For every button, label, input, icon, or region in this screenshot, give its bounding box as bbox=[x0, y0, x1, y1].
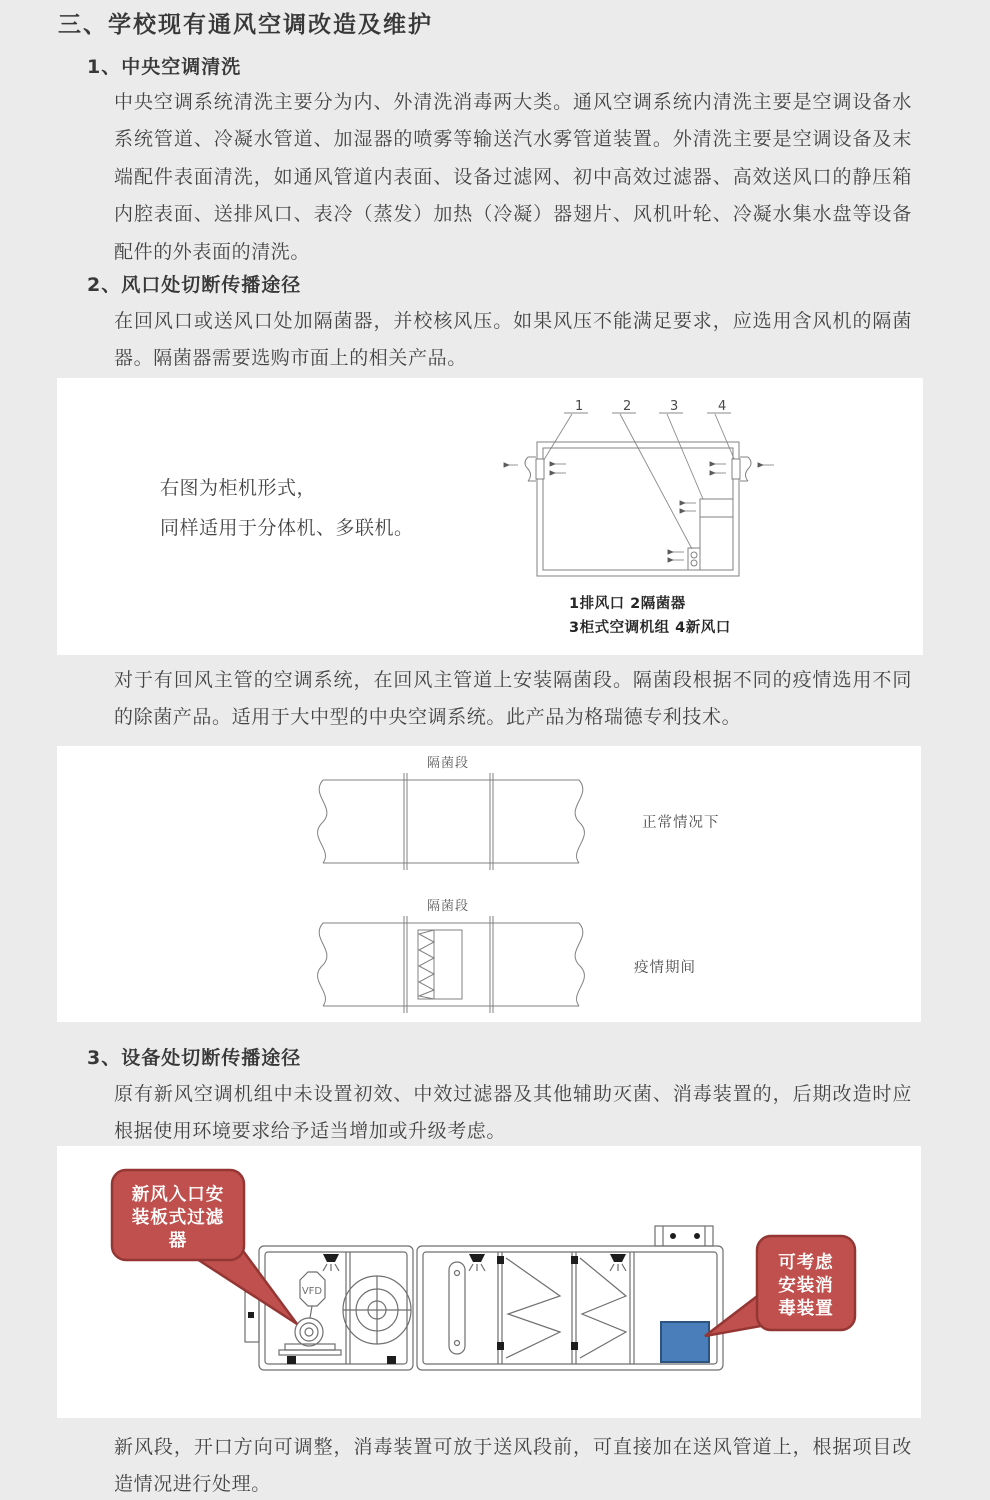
left-callout-line2: 装板式过滤 bbox=[131, 1208, 225, 1228]
disinfection-device bbox=[661, 1322, 709, 1362]
left-callout-line1: 新风入口安 bbox=[131, 1185, 225, 1205]
marker-1-label: 1 bbox=[575, 399, 584, 414]
figure1-caption-line2: 3柜式空调机组 4新风口 bbox=[569, 620, 731, 636]
section-3-heading: 3、设备处切断传播途径 bbox=[87, 1047, 302, 1069]
ahu-top-vent bbox=[655, 1226, 713, 1246]
section-3-paragraph-2: 新风段，开口方向可调整，消毒装置可放于送风段前，可直接加在送风管道上，根据项目改造情况进行处理。 bbox=[114, 1436, 912, 1496]
ahu-fan-section bbox=[279, 1252, 411, 1364]
right-callout-line3: 毒装置 bbox=[778, 1299, 834, 1319]
cabinet-ac-unit bbox=[700, 499, 733, 570]
leader-line-4 bbox=[715, 414, 735, 461]
leader-line-2 bbox=[620, 414, 692, 549]
right-callout-line1: 可考虑 bbox=[778, 1253, 834, 1273]
figure1-panel bbox=[57, 378, 923, 655]
duct-normal-caption: 正常情况下 bbox=[642, 815, 720, 831]
section-2-paragraph: 在回风口或送风口处加隔菌器，并校核风压。如果风压不能满足要求，应选用含风机的隔菌器。隔菌器需要选购市面上的相关产品。 bbox=[114, 310, 912, 370]
figure1-note-line1: 右图为柜机形式， bbox=[160, 477, 317, 499]
left-callout bbox=[112, 1170, 244, 1260]
figure1-caption-line1: 1排风口 2隔菌器 bbox=[569, 596, 686, 612]
right-callout bbox=[757, 1236, 855, 1330]
figure1-room-diagram bbox=[452, 386, 792, 648]
marker-2-label: 2 bbox=[623, 399, 632, 414]
fresh-air-vent bbox=[732, 459, 740, 479]
room-outer-wall bbox=[537, 442, 739, 576]
section-2-heading: 2、风口处切断传播途径 bbox=[87, 274, 302, 296]
figure1-note-line2: 同样适用于分体机、多联机。 bbox=[160, 517, 414, 539]
marker-3-label: 3 bbox=[670, 399, 679, 414]
left-callout-line3: 器 bbox=[168, 1231, 188, 1251]
figure3-panel bbox=[57, 1146, 921, 1418]
duct-normal-label: 隔菌段 bbox=[426, 756, 470, 771]
right-callout-line2: 安装消 bbox=[778, 1276, 834, 1296]
leader-line-3 bbox=[667, 414, 703, 499]
duct-filter-cartridge bbox=[418, 930, 462, 999]
section-3-paragraph: 原有新风空调机组中未设置初效、中效过滤器及其他辅助灭菌、消毒装置的，后期改造时应根据使用环境要求给予适当增加或升级考虑。 bbox=[114, 1083, 912, 1143]
sterilizer-device bbox=[688, 548, 700, 570]
duct-normal bbox=[318, 756, 720, 870]
leader-line-1 bbox=[542, 414, 572, 463]
figure2-panel bbox=[57, 746, 921, 1022]
section-1-heading: 1、中央空调清洗 bbox=[87, 56, 242, 78]
section-2-paragraph-2: 对于有回风主管的空调系统，在回风主管道上安装隔菌段。隔菌段根据不同的疫情选用不同的除菌产品。适用于大中型的中央空调系统。此产品为格瑞德专利技术。 bbox=[114, 669, 912, 729]
spray-nozzles bbox=[323, 1254, 626, 1271]
vfd-label: VFD bbox=[301, 1286, 323, 1297]
room-inner-wall bbox=[543, 448, 733, 570]
duct-epidemic-caption: 疫情期间 bbox=[634, 960, 696, 976]
duct-epidemic bbox=[318, 899, 696, 1013]
section-1-paragraph: 中央空调系统清洗主要分为内、外清洗消毒两大类。通风空调系统内清洗主要是空调设备水系统管道、冷凝水管道、加湿器的喷雾等输送汽水雾管道装置。外清洗主要是空调设备及末端配件表面清洗，如通风管道内表面、设备过滤网、初中高效过滤器、高效送风口的静压箱内腔表面、送排风口、表冷（蒸发）加热（冷凝）器翅片、风机叶轮、冷凝水集水盘等设备配件的外表面的清洗。 bbox=[114, 91, 912, 263]
exhaust-vent bbox=[536, 459, 544, 479]
duct-epidemic-label: 隔菌段 bbox=[426, 899, 470, 914]
marker-4-label: 4 bbox=[718, 399, 727, 414]
page-title: 三、学校现有通风空调改造及维护 bbox=[58, 12, 433, 38]
figure2-duct-diagram bbox=[57, 746, 921, 1022]
figure3-ahu-diagram bbox=[57, 1146, 921, 1418]
